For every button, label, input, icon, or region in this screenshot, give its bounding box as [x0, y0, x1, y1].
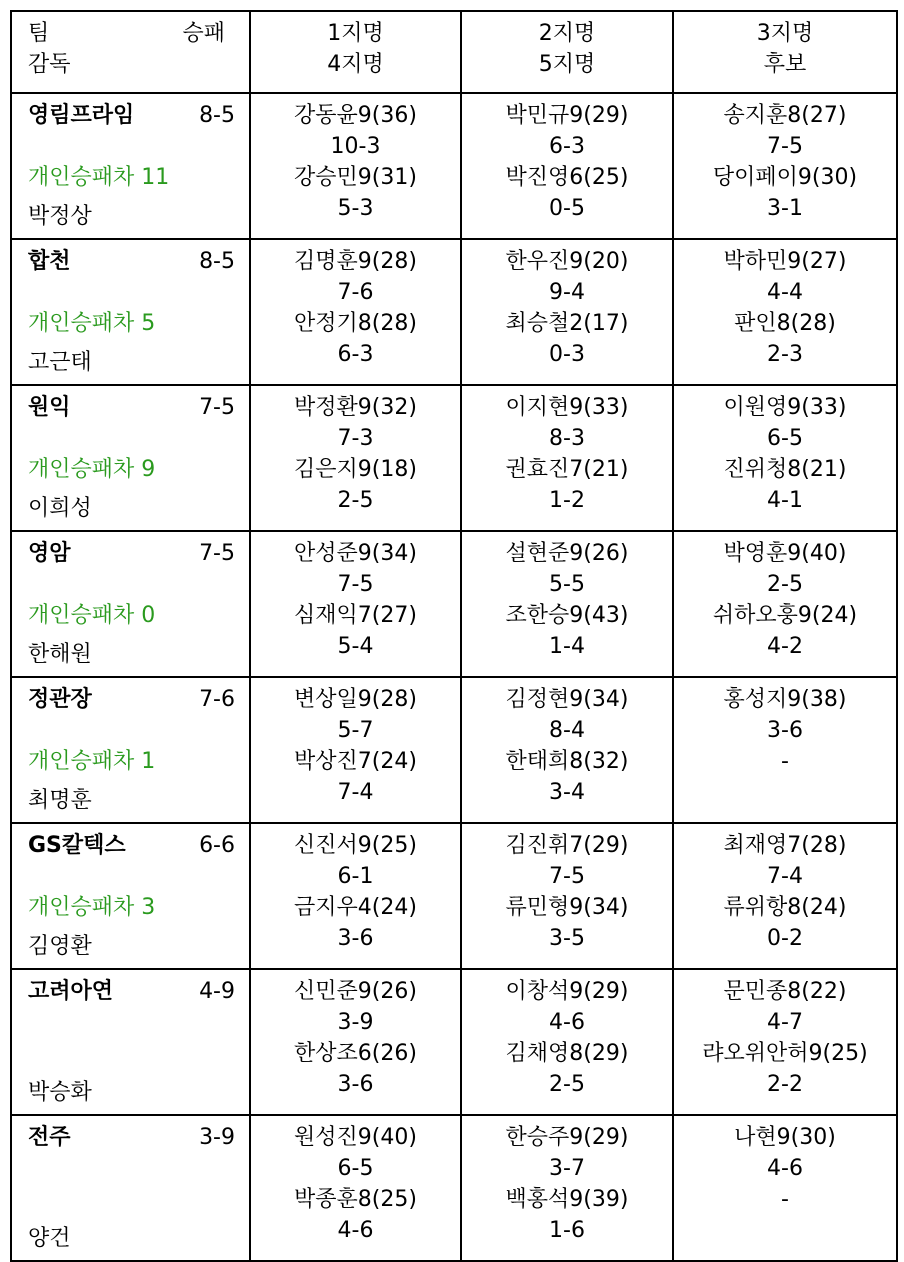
player-record: [674, 1215, 896, 1246]
player-record: 6-5: [337, 1156, 374, 1181]
player-name: 박하민9(27): [723, 249, 847, 274]
player-record: 2-5: [767, 572, 803, 597]
team-cell-inner: [28, 538, 235, 670]
player-name: 문민종8(22): [723, 979, 847, 1004]
individual-win-loss-diff: 개인승패차 11: [28, 165, 170, 190]
player-record: 2-2: [767, 1072, 803, 1097]
pick3-reserve-cell: [673, 239, 897, 385]
league-table-container: [10, 10, 898, 1262]
player-name: 랴오위안허9(25): [702, 1041, 868, 1066]
player-record: 1-6: [549, 1218, 585, 1243]
player-name: 심재익7(27): [294, 603, 417, 628]
individual-win-loss-diff: 개인승패차 1: [28, 749, 156, 774]
player-record: 3-6: [337, 926, 374, 951]
pick3-reserve-cell: [673, 969, 897, 1115]
team-name: GS칼텍스: [28, 833, 126, 858]
player-name: 박민규9(29): [505, 103, 629, 128]
player-record: 7-5: [337, 572, 374, 597]
player-name: 송지훈8(27): [723, 103, 847, 128]
team-name: 합천: [28, 249, 71, 274]
player-name: 이지현9(33): [505, 395, 629, 420]
spacer: [28, 569, 235, 600]
header-row: [11, 11, 897, 93]
player-name: 한상조6(26): [294, 1041, 417, 1066]
pick2-5-cell: [461, 823, 673, 969]
team-name: 영암: [28, 541, 71, 566]
player-record: 5-3: [337, 196, 374, 221]
player-name: 김채영8(29): [505, 1041, 629, 1066]
team-record-line: [28, 392, 235, 423]
player-record: 3-4: [549, 780, 585, 805]
coach-name: 양건: [28, 1226, 71, 1251]
player-record: 4-6: [549, 1010, 585, 1035]
player-name: 류위항8(24): [723, 895, 847, 920]
team-record: 8-5: [199, 103, 235, 128]
player-record: 8-4: [549, 718, 585, 743]
team-cell: [11, 969, 250, 1115]
header-pick3-label: 3지명: [756, 21, 814, 46]
player-name: 백홍석9(39): [505, 1187, 629, 1212]
player-record: 3-1: [767, 196, 803, 221]
player-record: 6-3: [337, 342, 374, 367]
team-record: 8-5: [199, 249, 235, 274]
player-record: 5-5: [549, 572, 585, 597]
player-name: 김은지9(18): [294, 457, 417, 482]
player-record: 7-4: [337, 780, 374, 805]
header-pick2-label: 2지명: [538, 21, 596, 46]
pick1-4-cell: [250, 1115, 461, 1261]
spacer: [28, 861, 235, 892]
team-name: 고려아연: [28, 979, 114, 1004]
player-name: 이창석9(29): [505, 979, 629, 1004]
player-record: 0-3: [549, 342, 585, 367]
team-record: 7-5: [199, 395, 235, 420]
team-cell-inner: [28, 684, 235, 816]
coach-name: 이희성: [28, 496, 92, 521]
team-cell: [11, 1115, 250, 1261]
player-name: 변상일9(28): [294, 687, 417, 712]
player-name: 홍성지9(38): [723, 687, 847, 712]
header-team-cell: [11, 11, 250, 93]
player-name: 이원영9(33): [723, 395, 847, 420]
header-pick2-cell: [461, 11, 673, 93]
table-row: [11, 677, 897, 823]
player-record: [674, 777, 896, 808]
player-record: 6-5: [767, 426, 803, 451]
table-row: [11, 823, 897, 969]
table-row: [11, 385, 897, 531]
player-record: 7-6: [337, 280, 374, 305]
pick2-5-cell: [461, 531, 673, 677]
pick1-4-cell: [250, 93, 461, 239]
spacer: [28, 1153, 235, 1184]
player-name: 강동윤9(36): [294, 103, 417, 128]
player-name: 설현준9(26): [505, 541, 629, 566]
header-record-label: 승패: [182, 21, 225, 46]
player-record: 3-6: [337, 1072, 374, 1097]
individual-win-loss-diff: 개인승패차 0: [28, 603, 156, 628]
team-record: 7-6: [199, 687, 235, 712]
individual-win-loss-diff: 개인승패차 5: [28, 311, 156, 336]
pick3-reserve-cell: [673, 1115, 897, 1261]
pick3-reserve-cell: [673, 823, 897, 969]
player-name: 안성준9(34): [294, 541, 417, 566]
header-coach-label: 감독: [28, 52, 71, 77]
player-record: 8-3: [549, 426, 585, 451]
pick2-5-cell: [461, 385, 673, 531]
header-pick3-cell: [673, 11, 897, 93]
header-pick1-label: 1지명: [327, 21, 384, 46]
player-name: 원성진9(40): [294, 1125, 417, 1150]
player-record: 7-5: [549, 864, 585, 889]
team-cell: [11, 677, 250, 823]
pick3-reserve-cell: [673, 677, 897, 823]
player-record: 4-7: [767, 1010, 803, 1035]
player-name: 금지우4(24): [294, 895, 417, 920]
team-cell: [11, 385, 250, 531]
player-name: 박종훈8(25): [294, 1187, 417, 1212]
team-name: 원익: [28, 395, 71, 420]
player-name: 박진영6(25): [505, 165, 629, 190]
team-cell-inner: [28, 830, 235, 962]
player-record: 1-4: [549, 634, 585, 659]
player-record: 3-5: [549, 926, 585, 951]
team-record: 6-6: [199, 833, 235, 858]
player-record: 7-4: [767, 864, 803, 889]
player-name: 류민형9(34): [505, 895, 629, 920]
player-record: 2-3: [767, 342, 803, 367]
spacer: [28, 1184, 235, 1215]
player-record: 5-4: [337, 634, 374, 659]
coach-name: 박승화: [28, 1080, 92, 1105]
player-name: 나현9(30): [734, 1125, 836, 1150]
spacer: [28, 1007, 235, 1038]
spacer: [28, 715, 235, 746]
table-row: [11, 239, 897, 385]
player-record: 5-7: [337, 718, 374, 743]
table-row: [11, 93, 897, 239]
team-record: 4-9: [199, 979, 235, 1004]
pick2-5-cell: [461, 1115, 673, 1261]
team-record-line: [28, 100, 235, 131]
player-name: 판인8(28): [734, 311, 836, 336]
header-team-label: 팀: [28, 21, 50, 46]
player-name: 당이페이9(30): [712, 165, 858, 190]
player-record: 7-5: [767, 134, 803, 159]
player-record: 2-5: [337, 488, 374, 513]
coach-name: 최명훈: [28, 788, 92, 813]
team-cell-inner: [28, 1122, 235, 1254]
pick2-5-cell: [461, 239, 673, 385]
player-name: 강승민9(31): [294, 165, 417, 190]
spacer: [28, 423, 235, 454]
player-name: 최승철2(17): [505, 311, 629, 336]
player-record: 4-6: [767, 1156, 803, 1181]
table-row: [11, 1115, 897, 1261]
team-name: 영림프라임: [28, 103, 135, 128]
player-record: 3-9: [337, 1010, 374, 1035]
team-cell: [11, 823, 250, 969]
player-record: 2-5: [549, 1072, 585, 1097]
coach-name: 한해원: [28, 642, 92, 667]
table-row: [11, 531, 897, 677]
pick1-4-cell: [250, 823, 461, 969]
team-record-line: [28, 684, 235, 715]
player-record: 6-1: [337, 864, 374, 889]
team-record-line: [28, 1122, 235, 1153]
player-name: 김진휘7(29): [505, 833, 629, 858]
player-name: 김명훈9(28): [294, 249, 417, 274]
team-record-line: [28, 830, 235, 861]
player-name: 한승주9(29): [505, 1125, 629, 1150]
coach-name: 고근태: [28, 350, 92, 375]
player-record: 3-6: [767, 718, 803, 743]
player-name: 신진서9(25): [294, 833, 417, 858]
player-name: 권효진7(21): [505, 457, 629, 482]
pick2-5-cell: [461, 969, 673, 1115]
pick3-reserve-cell: [673, 93, 897, 239]
team-cell: [11, 531, 250, 677]
player-record: 4-4: [767, 280, 803, 305]
individual-win-loss-diff: 개인승패차 9: [28, 457, 156, 482]
spacer: [28, 277, 235, 308]
team-record-line: [28, 246, 235, 277]
player-name: 김정현9(34): [505, 687, 629, 712]
player-name: -: [781, 1187, 789, 1212]
pick2-5-cell: [461, 677, 673, 823]
pick2-5-cell: [461, 93, 673, 239]
pick1-4-cell: [250, 239, 461, 385]
table-row: [11, 969, 897, 1115]
player-record: 6-3: [549, 134, 585, 159]
player-record: 4-1: [767, 488, 803, 513]
player-record: 7-3: [337, 426, 374, 451]
player-name: 신민준9(26): [294, 979, 417, 1004]
player-name: -: [781, 749, 789, 774]
pick1-4-cell: [250, 969, 461, 1115]
player-record: 9-4: [549, 280, 585, 305]
player-name: 최재영7(28): [723, 833, 847, 858]
player-record: 3-7: [549, 1156, 585, 1181]
player-name: 한우진9(20): [505, 249, 629, 274]
pick1-4-cell: [250, 677, 461, 823]
team-cell-inner: [28, 100, 235, 232]
player-name: 박정환9(32): [294, 395, 417, 420]
team-cell-inner: [28, 392, 235, 524]
team-cell: [11, 93, 250, 239]
league-draft-table: [10, 10, 898, 1262]
team-record: 7-5: [199, 541, 235, 566]
header-pick5-label: 5지명: [538, 52, 596, 77]
individual-win-loss-diff: 개인승패차 3: [28, 895, 156, 920]
player-record: 4-2: [767, 634, 803, 659]
pick3-reserve-cell: [673, 385, 897, 531]
header-pick1-cell: [250, 11, 461, 93]
player-record: 10-3: [330, 134, 381, 159]
header-reserve-label: 후보: [763, 52, 807, 77]
player-record: 1-2: [549, 488, 585, 513]
player-name: 쉬하오훙9(24): [712, 603, 858, 628]
team-record-line: [28, 976, 235, 1007]
player-name: 박영훈9(40): [723, 541, 847, 566]
team-cell-inner: [28, 976, 235, 1108]
team-cell-inner: [28, 246, 235, 378]
spacer: [28, 131, 235, 162]
pick3-reserve-cell: [673, 531, 897, 677]
player-name: 조한승9(43): [505, 603, 629, 628]
pick1-4-cell: [250, 531, 461, 677]
coach-name: 김영환: [28, 934, 92, 959]
player-record: 0-5: [549, 196, 585, 221]
team-cell: [11, 239, 250, 385]
player-name: 안정기8(28): [294, 311, 417, 336]
player-record: 4-6: [337, 1218, 374, 1243]
player-name: 한태희8(32): [505, 749, 629, 774]
player-record: 0-2: [767, 926, 803, 951]
header-pick4-label: 4지명: [327, 52, 384, 77]
player-name: 진위청8(21): [723, 457, 847, 482]
team-name: 정관장: [28, 687, 92, 712]
pick1-4-cell: [250, 385, 461, 531]
team-name: 전주: [28, 1125, 71, 1150]
coach-name: 박정상: [28, 204, 92, 229]
team-record-line: [28, 538, 235, 569]
team-record: 3-9: [199, 1125, 235, 1150]
player-name: 박상진7(24): [294, 749, 417, 774]
spacer: [28, 1038, 235, 1069]
